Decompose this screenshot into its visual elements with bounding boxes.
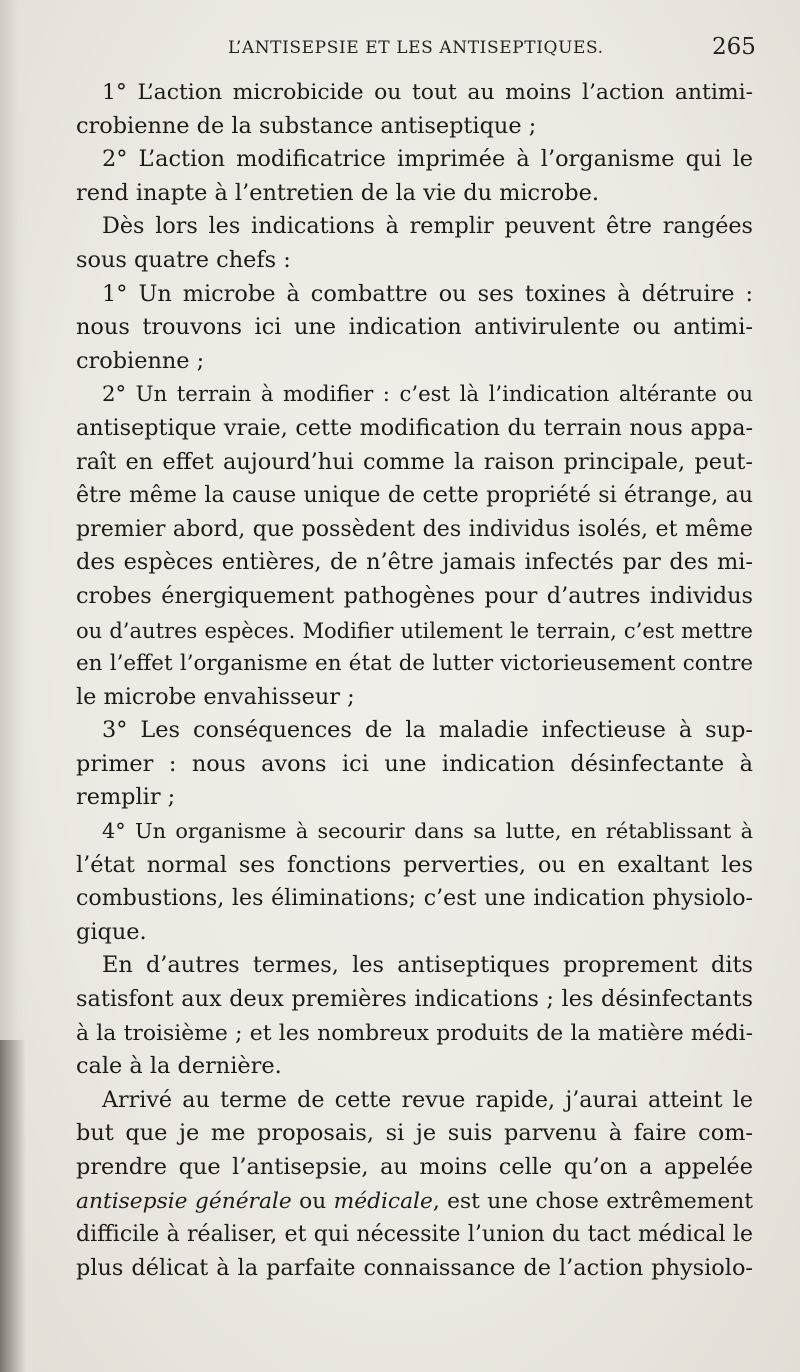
text-line: ou d’autres espèces. Modifier utilement le terrain, c’est mettre bbox=[76, 617, 753, 643]
text-line: 3° Les conséquences de la maladie infectieuse à sup- bbox=[102, 717, 753, 744]
text-line: 2° Un terrain à modifier : c’est là l’indication altérante ou bbox=[102, 382, 753, 408]
text-line: gique. bbox=[76, 918, 147, 945]
italic-term: médicale bbox=[333, 1188, 433, 1214]
text-line: 1° L’action microbicide ou tout au moins l’action antimi- bbox=[102, 80, 753, 105]
text-span: , est une chose extrêmement bbox=[432, 1188, 753, 1214]
text-line: 2° L’action modificatrice imprimée à l’organisme qui le bbox=[102, 146, 753, 173]
text-line: être même la cause unique de cette propriété si étrange, au bbox=[76, 482, 753, 509]
italic-term: antisepsie générale bbox=[76, 1188, 292, 1214]
text-line: Arrivé au terme de cette revue rapide, j’aurai atteint le bbox=[102, 1086, 753, 1113]
text-line: satisfont aux deux premières indications ; les désinfectants bbox=[76, 986, 753, 1013]
running-header bbox=[0, 34, 800, 64]
text-line: 1° Un microbe à combattre ou ses toxines à détruire : bbox=[102, 280, 753, 307]
text-line: nous trouvons ici une indication antivirulente ou antimi- bbox=[76, 314, 753, 341]
running-title: L’ANTISEPSIE ET LES ANTISEPTIQUES. bbox=[228, 38, 604, 58]
binding-shadow bbox=[0, 1040, 26, 1372]
text-line: combustions, les éliminations; c’est une indication physiolo- bbox=[76, 885, 753, 912]
text-line: prendre que l’antisepsie, au moins celle qu’on a appelée bbox=[76, 1154, 753, 1180]
text-line: rend inapte à l’entretien de la vie du microbe. bbox=[76, 179, 599, 206]
text-line: 4° Un organisme à secourir dans sa lutte, en rétablissant à bbox=[102, 819, 753, 844]
text-line: crobes énergiquement pathogènes pour d’autres individus bbox=[76, 582, 753, 609]
text-line: raît en effet aujourd’hui comme la raison principale, peut- bbox=[76, 448, 753, 475]
body-text bbox=[76, 76, 753, 1285]
text-line: but que je me proposais, si je suis parvenu à faire com- bbox=[76, 1120, 753, 1147]
text-line bbox=[76, 1185, 753, 1219]
page-number: 265 bbox=[712, 34, 756, 60]
text-line: Dès lors les indications à remplir peuvent être rangées bbox=[102, 213, 753, 240]
text-line: en l’effet l’organisme en état de lutter victorieusement contre bbox=[76, 651, 753, 677]
text-line: cale à la dernière. bbox=[76, 1053, 282, 1080]
text-line: En d’autres termes, les antiseptiques proprement dits bbox=[102, 952, 753, 979]
text-line: premier abord, que possèdent des individus isolés, et même bbox=[76, 515, 753, 542]
text-line: le microbe envahisseur ; bbox=[76, 683, 355, 710]
text-line: crobienne de la substance antiseptique ; bbox=[76, 112, 537, 139]
text-span: ou bbox=[291, 1188, 334, 1214]
text-line: des espèces entières, de n’être jamais infectés par des mi- bbox=[76, 549, 753, 576]
text-line: antiseptique vraie, cette modification du terrain nous appa- bbox=[76, 414, 753, 441]
text-line: difficile à réaliser, et qui nécessite l’union du tact médical le bbox=[76, 1222, 753, 1248]
text-line: l’état normal ses fonctions perverties, ou en exaltant les bbox=[76, 851, 753, 878]
text-line: primer : nous avons ici une indication désinfectante à bbox=[76, 750, 753, 777]
text-line: remplir ; bbox=[76, 784, 176, 811]
text-line: crobienne ; bbox=[76, 347, 205, 374]
text-line: sous quatre chefs : bbox=[76, 246, 291, 273]
text-line: plus délicat à la parfaite connaissance de l’action physiolo- bbox=[76, 1254, 753, 1281]
text-line: à la troisième ; et les nombreux produits de la matière médi- bbox=[76, 1020, 753, 1046]
